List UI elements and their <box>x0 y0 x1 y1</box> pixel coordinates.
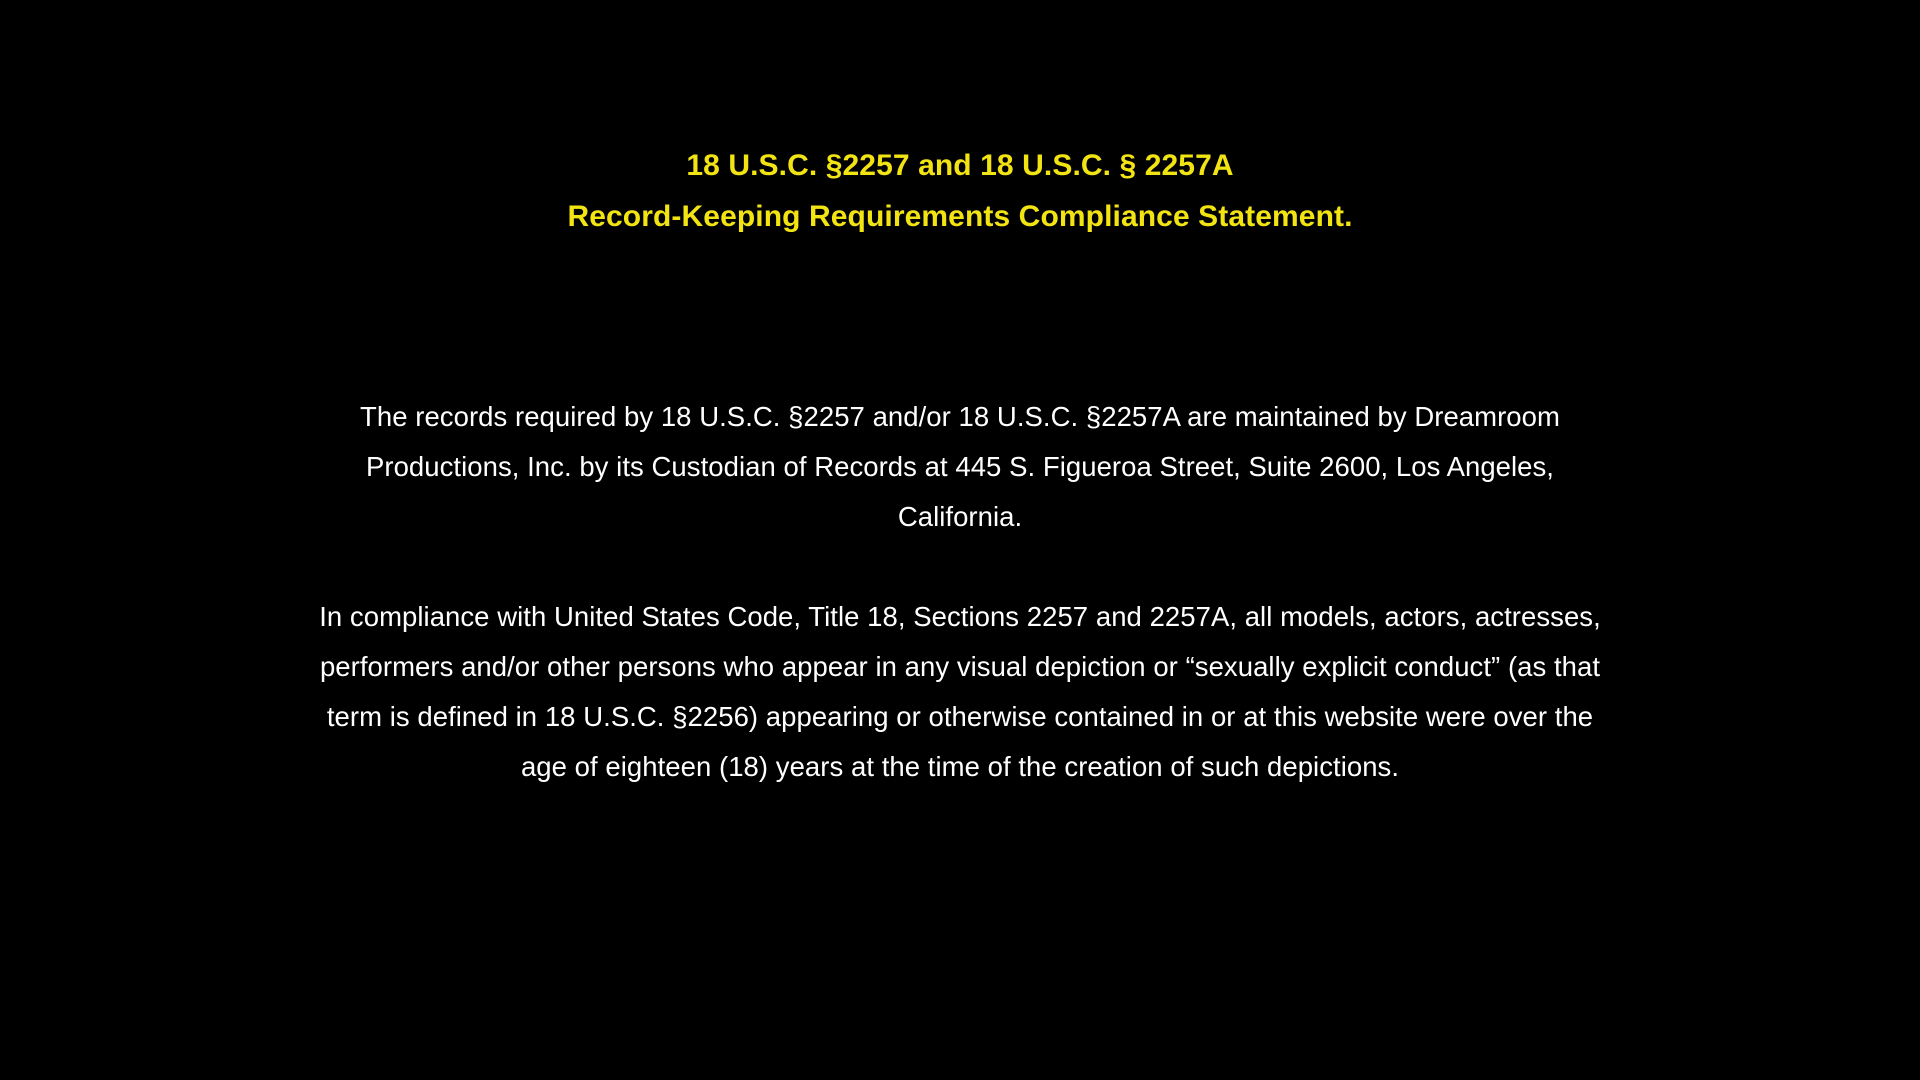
page-title-line-2: Record-Keeping Requirements Compliance Statement. <box>567 200 1353 233</box>
statement-body <box>300 392 1620 792</box>
age-compliance-paragraph: In compliance with United States Code, Title 18, Sections 2257 and 2257A, all models, actors, actresses, performers and/or other persons who appear in any visual depiction or “sexually explicit conduct” (as that term is defined in 18 U.S.C. §2256) appearing or otherwise contained in or at this website were over the age of eighteen (18) years at the time of the creation of such depictions. <box>319 601 1601 782</box>
page-title <box>0 0 1920 242</box>
page-title-line-1: 18 U.S.C. §2257 and 18 U.S.C. § 2257A <box>686 149 1234 182</box>
records-custodian-paragraph: The records required by 18 U.S.C. §2257 and/or 18 U.S.C. §2257A are maintained by Dreamroom Productions, Inc. by its Custodian of Records at 445 S. Figueroa Street, Suite 2600, Los Angeles, California. <box>360 401 1560 532</box>
